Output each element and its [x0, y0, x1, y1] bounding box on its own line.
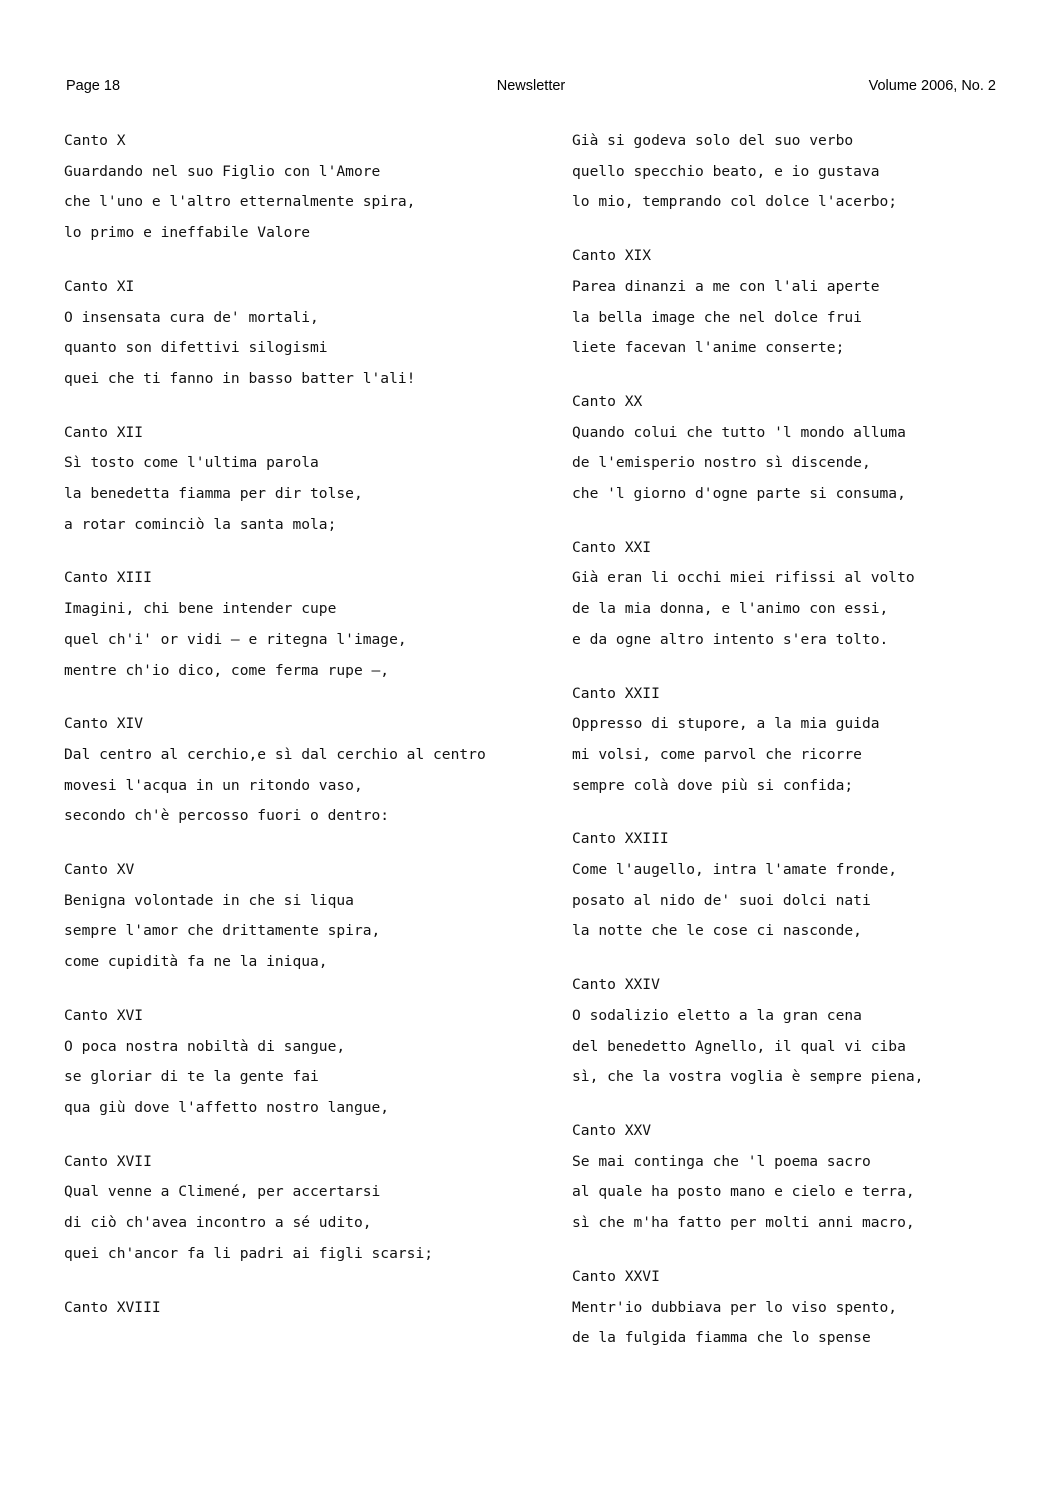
canto-line: quel ch'i' or vidi – e ritegna l'image,: [64, 630, 407, 648]
canto-block: [64, 1293, 512, 1324]
canto-line: quello specchio beato, e io gustava: [572, 162, 880, 180]
canto-line: Già si godeva solo del suo verbo: [572, 132, 854, 149]
canto-line: lo primo e ineffabile Valore: [64, 224, 311, 242]
canto-title: Canto XXIII: [572, 830, 669, 848]
canto-block: [64, 855, 512, 978]
canto-line: e da ogne altro intento s'era tolto.: [572, 630, 889, 648]
canto-block: [572, 1262, 1000, 1354]
canto-line: mi volsi, come parvol che ricorre: [572, 745, 862, 763]
canto-title: Canto XII: [64, 423, 144, 441]
canto-line: lo mio, temprando col dolce l'acerbo;: [572, 193, 898, 211]
canto-title: Canto XV: [64, 861, 135, 879]
canto-line: O poca nostra nobiltà di sangue,: [64, 1037, 346, 1055]
canto-block: [572, 533, 1000, 656]
canto-line: sì, che la vostra voglia è sempre piena,: [572, 1068, 924, 1086]
canto-line: O insensata cura de' mortali,: [64, 308, 319, 326]
canto-line: Già eran li occhi miei rifissi al volto: [572, 569, 915, 587]
canto-line: se gloriar di te la gente fai: [64, 1068, 319, 1086]
column-right: [532, 126, 1000, 1377]
canto-block: [64, 563, 512, 686]
canto-block: [572, 387, 1000, 510]
canto-line: del benedetto Agnello, il qual vi ciba: [572, 1037, 906, 1055]
canto-line: de la mia donna, e l'animo con essi,: [572, 600, 889, 618]
canto-title: Canto XIV: [64, 715, 144, 733]
canto-line: Imagini, chi bene intender cupe: [64, 600, 337, 618]
canto-title: Canto XXV: [572, 1121, 652, 1139]
header-volume: Volume 2006, No. 2: [868, 78, 996, 94]
canto-block: [64, 272, 512, 395]
canto-line: che l'uno e l'altro etternalmente spira,: [64, 193, 416, 211]
canto-line: Mentr'io dubbiava per lo viso spento,: [572, 1298, 898, 1316]
canto-line: posato al nido de' suoi dolci nati: [572, 891, 871, 909]
canto-block: [64, 1147, 512, 1270]
canto-line: come cupidità fa ne la iniqua,: [64, 953, 328, 971]
canto-line: quei che ti fanno in basso batter l'ali!: [64, 369, 416, 387]
canto-line: di ciò ch'avea incontro a sé udito,: [64, 1214, 372, 1232]
canto-line: al quale ha posto mano e cielo e terra,: [572, 1183, 915, 1201]
canto-line: Oppresso di stupore, a la mia guida: [572, 715, 880, 733]
canto-block: [64, 709, 512, 832]
canto-line: che 'l giorno d'ogne parte si consuma,: [572, 485, 906, 503]
canto-line: quanto son difettivi silogismi: [64, 339, 328, 357]
canto-block: [64, 418, 512, 541]
canto-line: O sodalizio eletto a la gran cena: [572, 1006, 862, 1024]
canto-line: a rotar cominciò la santa mola;: [64, 515, 337, 533]
column-left: [64, 126, 532, 1377]
canto-block: [572, 970, 1000, 1093]
two-column-body: [64, 126, 1000, 1377]
canto-line: sì che m'ha fatto per molti anni macro,: [572, 1214, 915, 1232]
canto-block: [572, 824, 1000, 947]
canto-line: la bella image che nel dolce frui: [572, 308, 862, 326]
canto-line: qua giù dove l'affetto nostro langue,: [64, 1098, 390, 1116]
canto-line: quei ch'ancor fa li padri ai figli scarsi;: [64, 1244, 434, 1262]
canto-line: Quando colui che tutto 'l mondo alluma: [572, 423, 906, 441]
canto-line: liete facevan l'anime conserte;: [572, 339, 845, 357]
canto-title: Canto XXII: [572, 684, 660, 702]
canto-line: la benedetta fiamma per dir tolse,: [64, 485, 363, 503]
canto-line: la notte che le cose ci nasconde,: [572, 922, 862, 940]
header-page-number: Page 18: [66, 78, 121, 94]
canto-line: Dal centro al cerchio,e sì dal cerchio al centro: [64, 745, 486, 763]
canto-title: Canto XXVI: [572, 1267, 660, 1285]
canto-block: [572, 1116, 1000, 1239]
header-title: Newsletter: [496, 78, 566, 94]
canto-line: Sì tosto come l'ultima parola: [64, 454, 319, 472]
canto-title: Canto XXIV: [572, 976, 660, 994]
canto-block: [64, 126, 512, 249]
canto-title: Canto XX: [572, 392, 643, 410]
canto-line: Qual venne a Climené, per accertarsi: [64, 1183, 381, 1201]
canto-title: Canto XXI: [572, 538, 652, 556]
canto-title: Canto XIX: [572, 247, 652, 265]
canto-line: de la fulgida fiamma che lo spense: [572, 1329, 871, 1347]
canto-line: secondo ch'è percosso fuori o dentro:: [64, 807, 390, 825]
canto-line: sempre l'amor che drittamente spira,: [64, 922, 381, 940]
canto-line: sempre colà dove più si confida;: [572, 776, 854, 794]
canto-title: Canto XVIII: [64, 1298, 161, 1316]
canto-block: [572, 126, 1000, 218]
canto-title: Canto XVII: [64, 1152, 152, 1170]
canto-block: [572, 679, 1000, 802]
canto-title: Canto XI: [64, 277, 135, 295]
canto-line: Come l'augello, intra l'amate fronde,: [572, 861, 898, 879]
canto-line: Benigna volontade in che si liqua: [64, 891, 354, 909]
canto-line: movesi l'acqua in un ritondo vaso,: [64, 776, 363, 794]
canto-line: mentre ch'io dico, come ferma rupe –,: [64, 661, 390, 679]
canto-line: Se mai continga che 'l poema sacro: [572, 1152, 871, 1170]
canto-block: [64, 1001, 512, 1124]
canto-title: Canto X: [64, 132, 126, 149]
canto-title: Canto XVI: [64, 1006, 144, 1024]
canto-line: de l'emisperio nostro sì discende,: [572, 454, 871, 472]
canto-line: Parea dinanzi a me con l'ali aperte: [572, 277, 880, 295]
canto-title: Canto XIII: [64, 569, 152, 587]
canto-line: Guardando nel suo Figlio con l'Amore: [64, 162, 381, 180]
page-header: [66, 78, 996, 94]
canto-block: [572, 241, 1000, 364]
